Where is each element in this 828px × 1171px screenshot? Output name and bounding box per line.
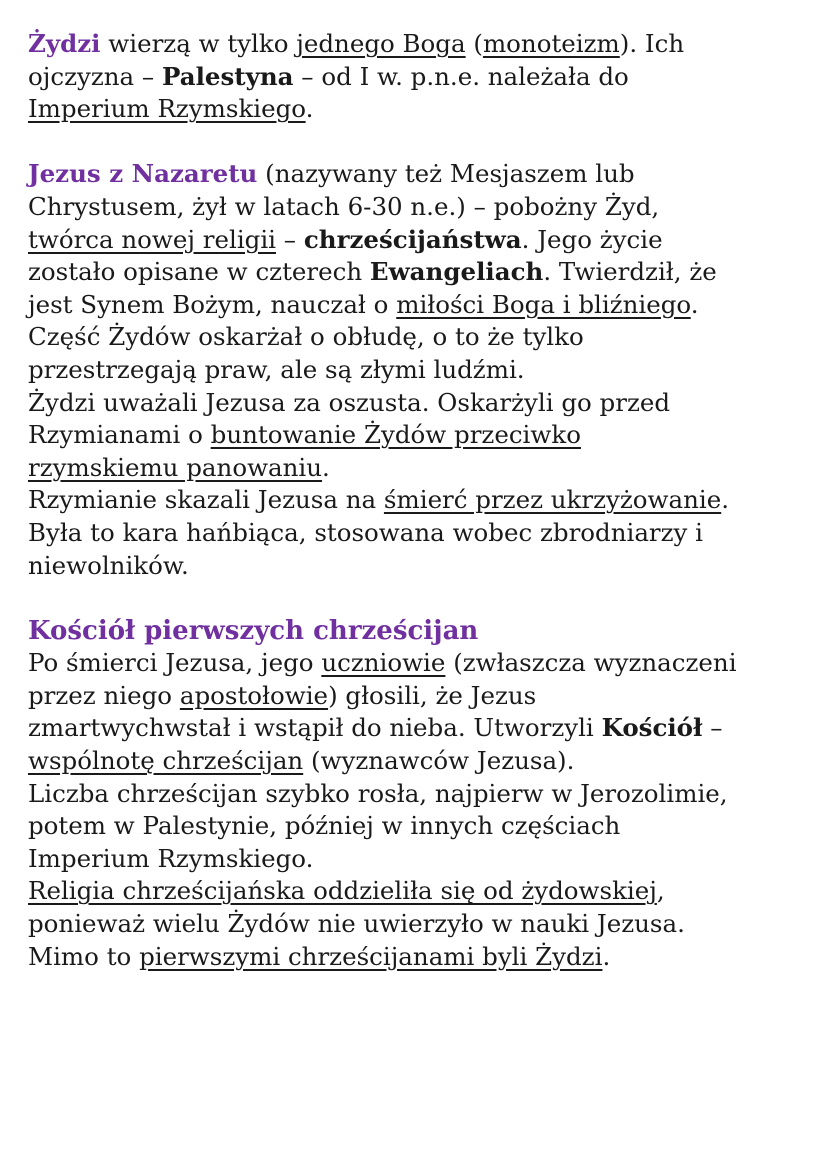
text-line: Po śmierci Jezusa, jego uczniowie (zwłaszcza wyznaczeni [28, 648, 737, 678]
bold-gospels: Ewangeliach [369, 257, 544, 287]
bold-church: Kościół [601, 713, 703, 743]
text-line: Rzymianie skazali Jezusa na śmierć przez ukrzyżowanie. [28, 485, 730, 515]
underlined-rebellion: buntowanie Żydów przeciwko [210, 420, 581, 450]
text-line: zostało opisane w czterech Ewangeliach. Twierdził, że [28, 257, 717, 287]
section-early-church [28, 615, 808, 974]
text-line: potem w Palestynie, później w innych częściach [28, 811, 621, 841]
underlined-new-religion: twórca nowej religii [28, 224, 277, 254]
underlined-love-god-neighbor: miłości Boga i bliźniego [396, 289, 691, 319]
text-line: Rzymianami o buntowanie Żydów przeciwko [28, 420, 581, 450]
text-line: Żydzi wierzą w tylko jednego Boga (monoteizm). Ich [28, 29, 685, 58]
underlined-one-god: jednego Boga [296, 29, 466, 58]
text-line: niewolników. [28, 550, 189, 580]
term-jesus-of-nazareth: Jezus z Nazaretu [28, 159, 258, 189]
underlined-roman-empire: Imperium Rzymskiego [28, 94, 306, 124]
bold-palestine: Palestyna [161, 61, 294, 91]
paragraph-jesus [28, 158, 808, 582]
text-line: przez niego apostołowie) głosili, że Jezus [28, 680, 537, 710]
text-line: rzymskiemu panowaniu. [28, 452, 330, 482]
underlined-community: wspólnotę chrześcijan [28, 746, 304, 776]
text-line: Imperium Rzymskiego. [28, 94, 314, 124]
underlined-roman-rule: rzymskiemu panowaniu [28, 452, 323, 482]
paragraph-gap [28, 126, 808, 159]
underlined-apostles: apostołowie [179, 680, 329, 710]
paragraph-gap [28, 582, 808, 615]
text-line: jest Synem Bożym, nauczał o miłości Boga i bliźniego. [28, 289, 699, 319]
text-line: Liczba chrześcijan szybko rosła, najpierw w Jerozolimie, [28, 778, 728, 808]
text-line: Część Żydów oskarżał o obłudę, o to że tylko [28, 322, 584, 352]
text-line: twórca nowej religii – chrześcijaństwa. Jego życie [28, 224, 663, 254]
text-line: Mimo to pierwszymi chrześcijanami byli Żydzi. [28, 941, 611, 971]
underlined-separation: Religia chrześcijańska oddzieliła się od żydowskiej [28, 876, 657, 906]
section-heading: Kościół pierwszych chrześcijan [28, 615, 479, 646]
text-line: Chrystusem, żył w latach 6-30 n.e.) – pobożny Żyd, [28, 191, 660, 221]
text-line: wspólnotę chrześcijan (wyznawców Jezusa). [28, 746, 575, 776]
text-line: Jezus z Nazaretu (nazywany też Mesjaszem lub [28, 159, 635, 189]
underlined-first-christians: pierwszymi chrześcijanami byli Żydzi [139, 941, 603, 971]
text-line: przestrzegają praw, ale są złymi ludźmi. [28, 354, 525, 384]
text-line: Religia chrześcijańska oddzieliła się od żydowskiej, [28, 876, 665, 906]
document-page [28, 28, 808, 973]
text-line: Żydzi uważali Jezusa za oszusta. Oskarżyli go przed [28, 387, 671, 417]
bold-christianity: chrześcijaństwa [303, 224, 522, 254]
paragraph-jews [28, 28, 808, 126]
underlined-crucifixion: śmierć przez ukrzyżowanie [383, 485, 722, 515]
underlined-monotheism: monoteizm [482, 29, 620, 58]
text-line: ponieważ wielu Żydów nie uwierzyło w nauki Jezusa. [28, 909, 685, 939]
term-jews: Żydzi [28, 29, 101, 58]
text-line: Imperium Rzymskiego. [28, 843, 314, 873]
underlined-disciples: uczniowie [321, 648, 446, 678]
text-line: ojczyzna – Palestyna – od I w. p.n.e. należała do [28, 61, 629, 91]
text-line: zmartwychwstał i wstąpił do nieba. Utworzyli Kościół – [28, 713, 723, 743]
text-line: Była to kara hańbiąca, stosowana wobec zbrodniarzy i [28, 517, 704, 547]
